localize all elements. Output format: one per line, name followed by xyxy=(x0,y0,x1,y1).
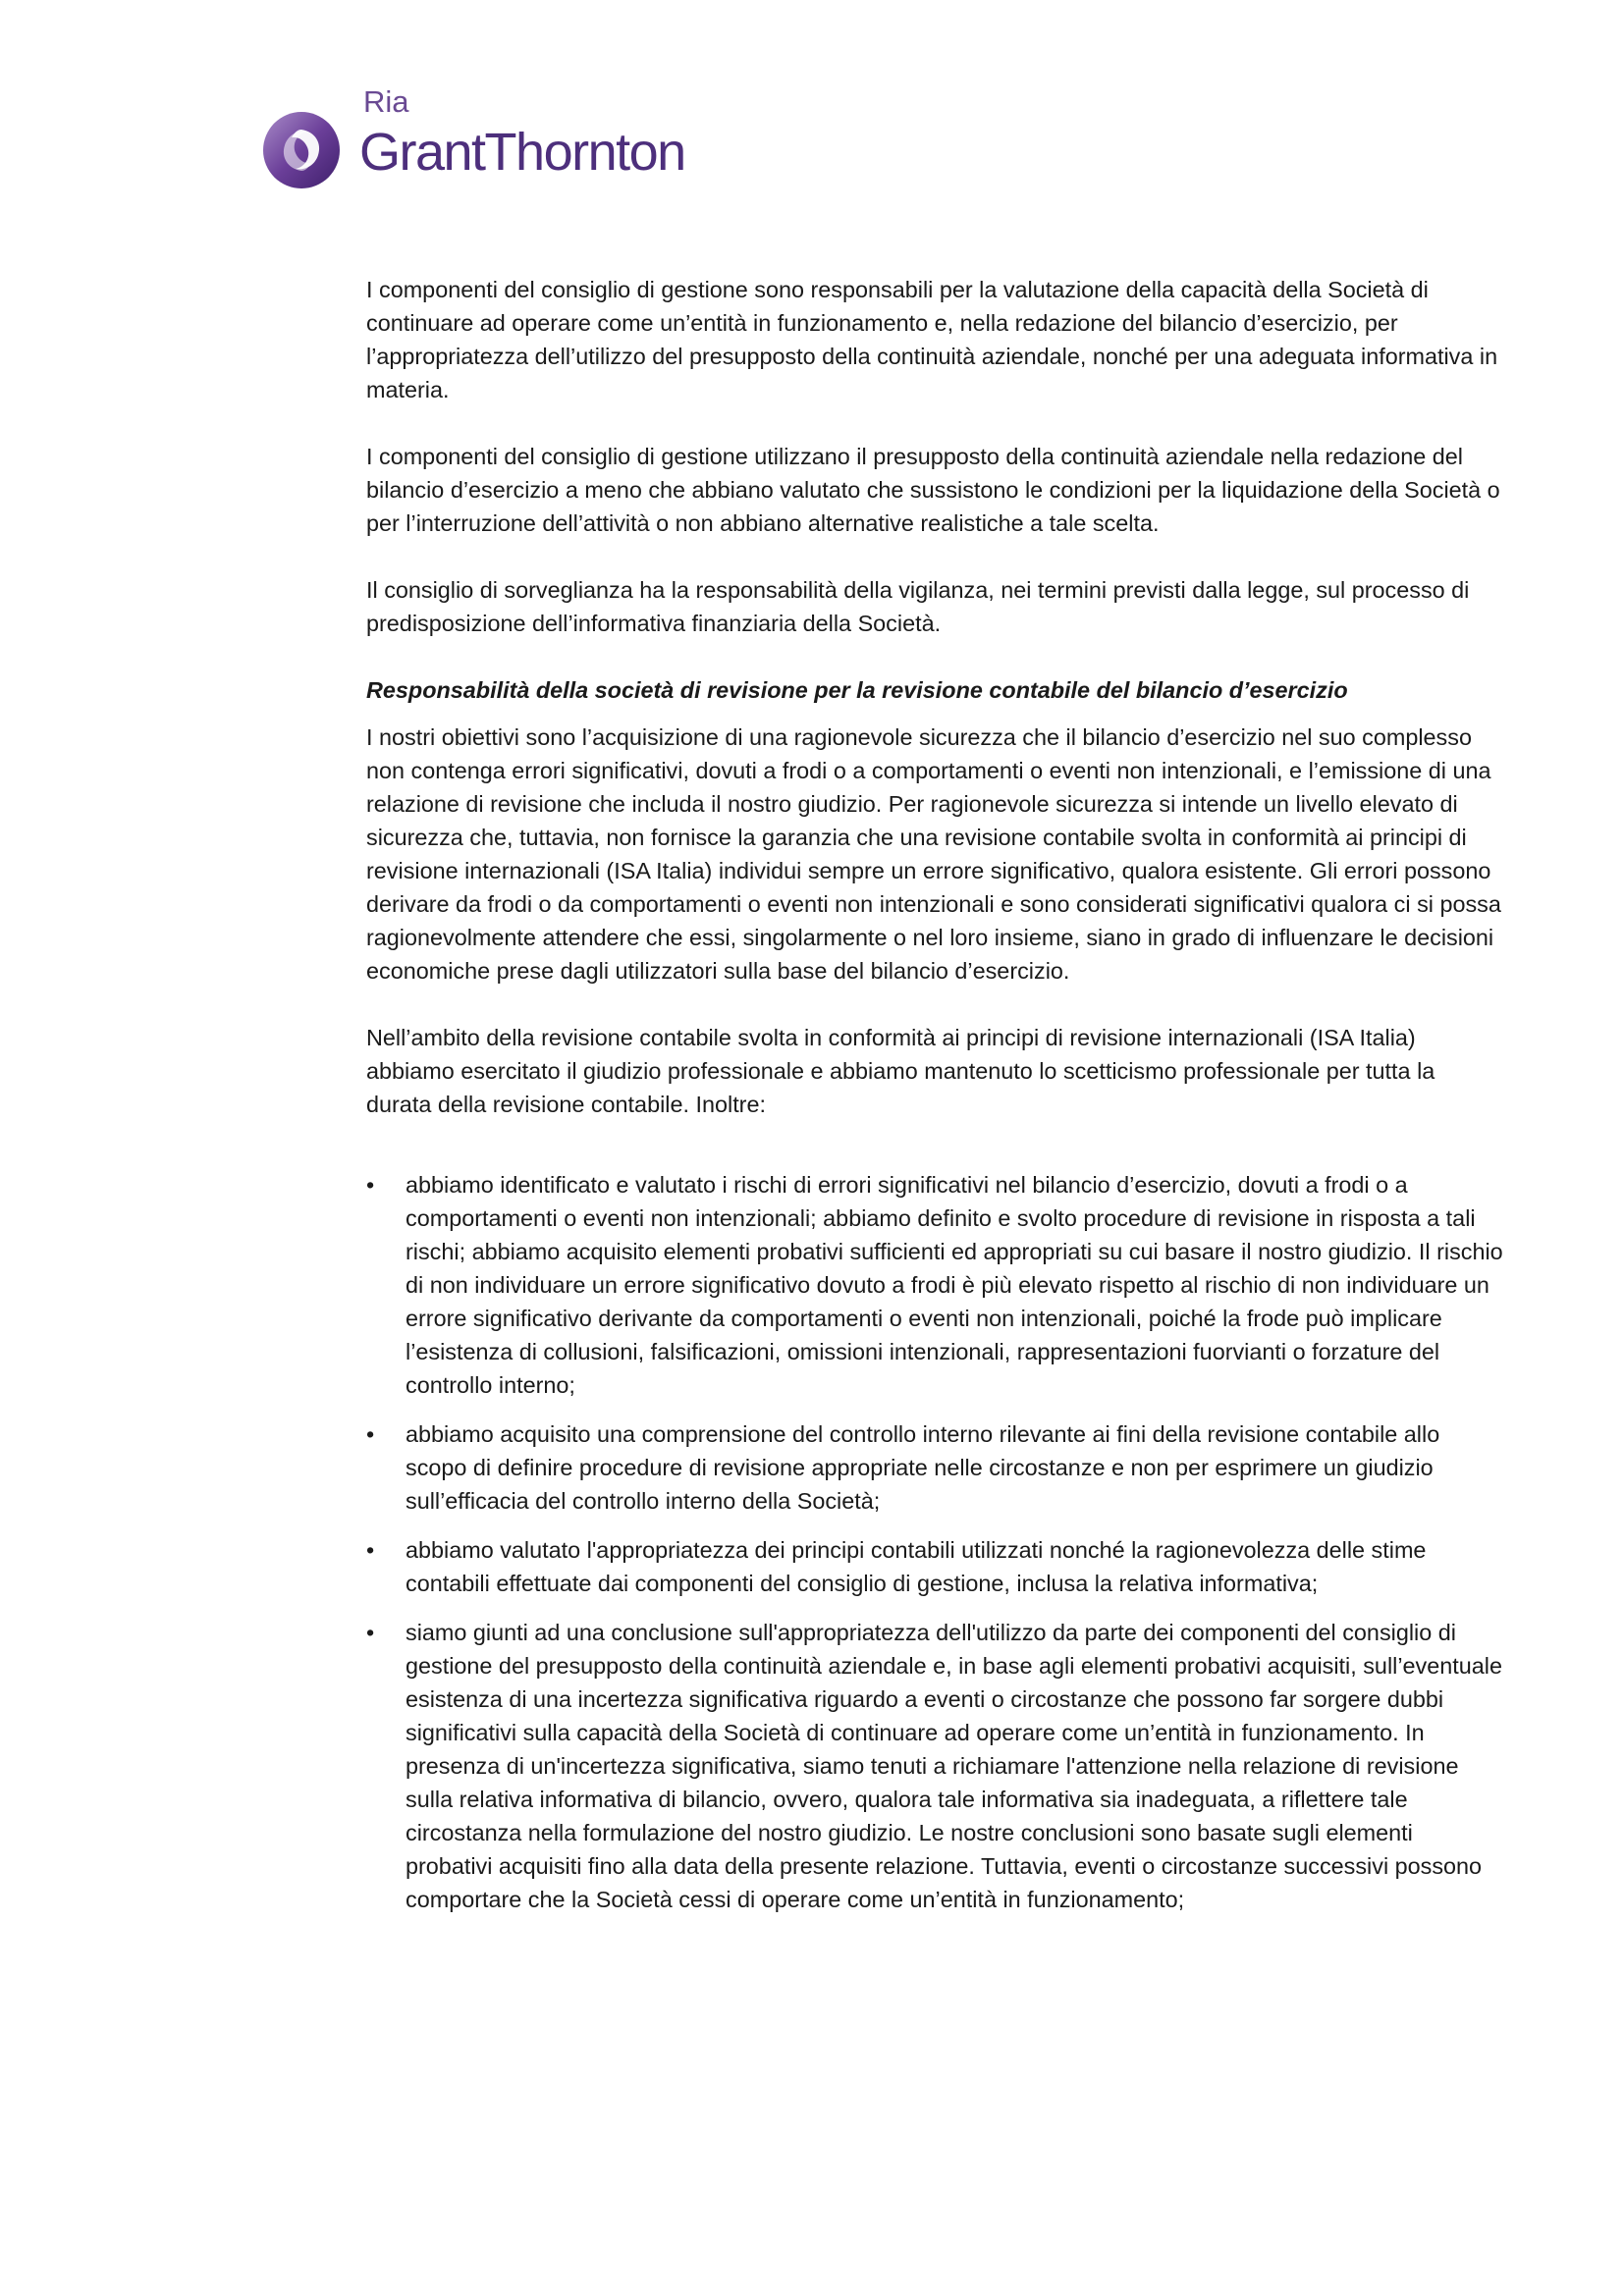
paragraph-isa-italia: Nell’ambito della revisione contabile svolta in conformità ai principi di revisione internazionali (ISA Italia) abbiamo esercitato il giudizio professionale e abbiamo mantenuto lo scetticismo professionale per tutta la durata della revisione contabile. Inoltre: xyxy=(366,1025,1435,1117)
list-item xyxy=(366,1168,1505,1402)
list-item xyxy=(366,1417,1505,1518)
bullet-icon: • xyxy=(366,1172,375,1198)
grant-thornton-ring-icon xyxy=(261,110,342,190)
list-item xyxy=(366,1533,1505,1600)
logo-wordmark: GrantThornton xyxy=(359,123,685,182)
audit-procedures-list xyxy=(366,1168,1505,1916)
list-item-text: abbiamo identificato e valutato i rischi di errori significativi nel bilancio d’esercizio, dovuti a frodi o a comportamenti o eventi non intenzionali; abbiamo definito e svolto procedure di revisione in risposta a tali rischi; abbiamo acquisito elementi probativi sufficienti ed appropriati su cui basare il nostro giudizio. Il rischio di non individuare un errore significativo dovuto a frodi è più elevato rispetto al rischio di non individuare un errore significativo derivante da comportamenti o eventi non intenzionali, poiché la frode può implicare l’esistenza di collusioni, falsificazioni, omissioni intenzionali, rappresentazioni fuorvianti o forzature del controllo interno; xyxy=(406,1172,1503,1398)
company-logo xyxy=(261,84,713,192)
logo-subtitle: Ria xyxy=(363,84,409,119)
list-item-text: abbiamo acquisito una comprensione del controllo interno rilevante ai fini della revisione contabile allo scopo di definire procedure di revisione appropriate nelle circostanze e non per esprimere un giudizio sull’efficacia del controllo interno della Società; xyxy=(406,1421,1440,1514)
list-item-text: siamo giunti ad una conclusione sull'appropriatezza dell'utilizzo da parte dei componenti del consiglio di gestione del presupposto della continuità aziendale e, in base agli elementi probativi acquisiti, sull’eventuale esistenza di una incertezza significativa riguardo a eventi o circostanze che possono far sorgere dubbi significativi sulla capacità della Società di continuare ad operare come un’entità in funzionamento. In presenza di un'incertezza significativa, siamo tenuti a richiamare l'attenzione nella relazione di revisione sulla relativa informativa di bilancio, ovvero, qualora tale informativa sia inadeguata, a riflettere tale circostanza nella formulazione del nostro giudizio. Le nostre conclusioni sono basate sugli elementi probativi acquisiti fino alla data della presente relazione. Tuttavia, eventi o circostanze successivi possono comportare che la Società cessi di operare come un’entità in funzionamento; xyxy=(406,1620,1502,1912)
list-item xyxy=(366,1616,1505,1916)
document-body xyxy=(366,273,1505,1932)
bullet-icon: • xyxy=(366,1537,375,1563)
bullet-icon: • xyxy=(366,1620,375,1645)
paragraph-audit-objectives: I nostri obiettivi sono l’acquisizione di una ragionevole sicurezza che il bilancio d’esercizio nel suo complesso non contenga errori significativi, dovuti a frodi o a comportamenti o eventi non intenzionali, e l’emissione di una relazione di revisione che includa il nostro giudizio. Per ragionevole sicurezza si intende un livello elevato di sicurezza che, tuttavia, non fornisce la garanzia che una revisione contabile svolta in conformità ai principi di revisione internazionali (ISA Italia) individui sempre un errore significativo, qualora esistente. Gli errori possono derivare da frodi o da comportamenti o eventi non intenzionali e sono considerati significativi qualora ci si possa ragionevolmente attendere che essi, singolarmente o nel loro insieme, siano in grado di influenzare le decisioni economiche prese dagli utilizzatori sulla base del bilancio d’esercizio. xyxy=(366,724,1501,984)
paragraph-supervisory-board: Il consiglio di sorveglianza ha la responsabilità della vigilanza, nei termini previsti dalla legge, sul processo di predisposizione dell’informativa finanziaria della Società. xyxy=(366,577,1470,636)
bullet-icon: • xyxy=(366,1421,375,1447)
paragraph-management-responsibility: I componenti del consiglio di gestione sono responsabili per la valutazione della capacità della Società di continuare ad operare come un’entità in funzionamento e, nella redazione del bilancio d’esercizio, per l’appropriatezza dell’utilizzo del presupposto della continuità aziendale, nonché per una adeguata informativa in materia. xyxy=(366,277,1498,402)
list-item-text: abbiamo valutato l'appropriatezza dei principi contabili utilizzati nonché la ragionevolezza delle stime contabili effettuate dai componenti del consiglio di gestione, inclusa la relativa informativa; xyxy=(406,1537,1427,1596)
section-heading-auditor-responsibility: Responsabilità della società di revisione per la revisione contabile del bilancio d’esercizio xyxy=(366,677,1348,703)
paragraph-going-concern: I componenti del consiglio di gestione utilizzano il presupposto della continuità aziendale nella redazione del bilancio d’esercizio a meno che abbiano valutato che sussistono le condizioni per la liquidazione della Società o per l’interruzione dell’attività o non abbiano alternative realistiche a tale scelta. xyxy=(366,444,1500,536)
